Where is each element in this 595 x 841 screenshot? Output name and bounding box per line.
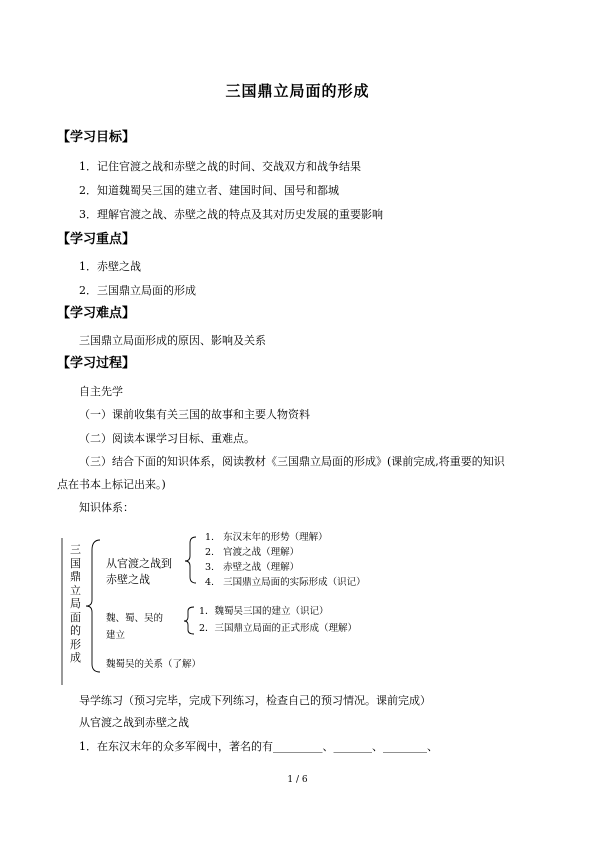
key-heading: 【学习重点】 [57, 232, 136, 247]
self-study-label: 自主先学 [79, 385, 123, 398]
goal-item-3: 3．理解官渡之战、赤壁之战的特点及其对历史发展的重要影响 [79, 208, 383, 221]
branch1-item-3: 3. 赤壁之战（理解） [205, 562, 300, 573]
page-title: 三国鼎立局面的形成 [225, 82, 370, 100]
root-char: 立 [70, 583, 81, 597]
branch1-label-line-1: 从官渡之战到 [106, 557, 172, 570]
key-item-1: 1．赤壁之战 [79, 260, 141, 273]
branch2-label-line-2: 建立 [106, 630, 126, 641]
branch2-item-1: 1．魏蜀吴三国的建立（识记） [199, 606, 329, 617]
root-char: 形 [70, 637, 81, 651]
process-step-1: （一）课前收集有关三国的故事和主要人物资料 [79, 408, 310, 421]
branch1-label-line-2: 赤壁之战 [106, 573, 150, 586]
process-step-3-line-2: 点在书本上标记出来。) [57, 478, 166, 491]
process-step-2: （二）阅读本课学习目标、重难点。 [79, 432, 255, 445]
practice-heading: 导学练习（预习完毕，完成下列练习，检查自己的预习情况。课前完成） [79, 694, 431, 707]
branch1-item-4: 4. 三国鼎立局面的实际形成（识记） [205, 577, 366, 588]
key-item-2: 2．三国鼎立局面的形成 [79, 284, 196, 297]
branch2-item-2: 2．三国鼎立局面的正式形成（理解） [199, 623, 358, 634]
root-char: 局 [70, 597, 81, 610]
root-char: 三 [70, 543, 81, 556]
practice-question-1: 1．在东汉末年的众多军阀中，著名的有_________、_______、________、 [79, 740, 438, 753]
root-char: 的 [70, 624, 81, 637]
process-heading: 【学习过程】 [57, 356, 136, 371]
diagram-root-label [69, 543, 82, 665]
page-number: 1 / 6 [287, 775, 308, 785]
branch1-item-1: 1. 东汉末年的形势（理解） [205, 532, 328, 543]
root-char: 面 [70, 610, 81, 624]
branch2-brace [184, 607, 194, 634]
root-char: 鼎 [70, 570, 81, 583]
root-char: 成 [70, 651, 81, 664]
goal-item-1: 1．记住官渡之战和赤壁之战的时间、交战双方和战争结果 [79, 160, 361, 173]
process-step-3-line-1: （三）结合下面的知识体系，阅读教材《三国鼎立局面的形成》(课前完成,将重要的知识 [79, 455, 505, 468]
difficult-heading: 【学习难点】 [57, 306, 136, 321]
practice-subheading: 从官渡之战到赤壁之战 [79, 716, 189, 729]
branch3-label: 魏蜀吴的关系（了解） [106, 659, 202, 670]
branch2-label-line-1: 魏、蜀、吴的 [106, 613, 164, 624]
root-char: 国 [70, 556, 81, 570]
branch1-item-2: 2. 官渡之战（理解） [205, 547, 300, 558]
goal-item-2: 2．知道魏蜀吴三国的建立者、建国时间、国号和都城 [79, 184, 339, 197]
goals-heading: 【学习目标】 [57, 130, 136, 145]
root-brace [86, 540, 100, 672]
difficult-text: 三国鼎立局面形成的原因、影响及关系 [79, 334, 266, 347]
knowledge-label: 知识体系： [79, 501, 134, 514]
branch1-brace [185, 537, 196, 583]
